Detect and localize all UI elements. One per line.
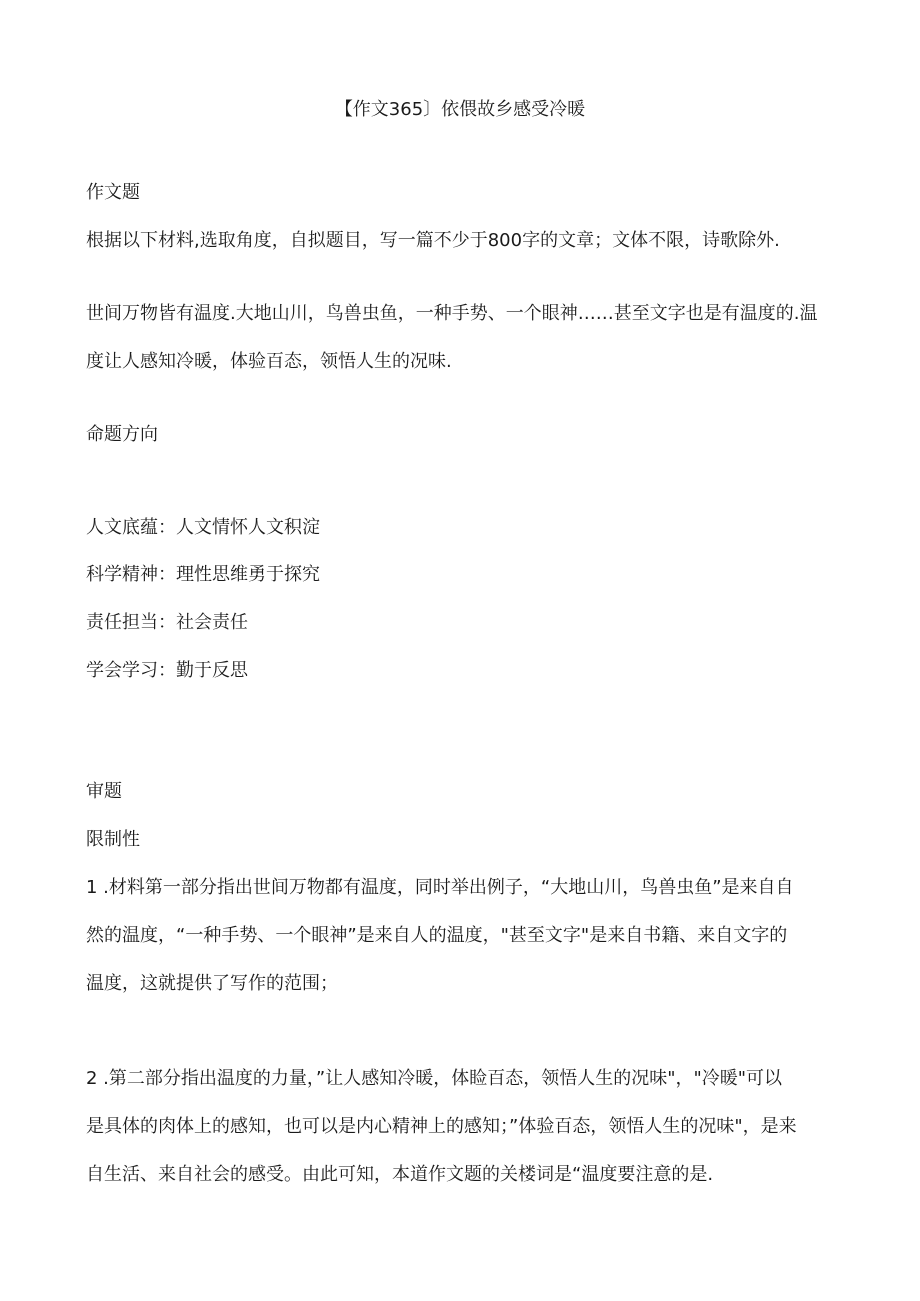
direction-item: 责任担当：社会责任 [86,612,248,633]
material-line: 世间万物皆有温度.大地山川，鸟兽虫鱼，一种手势、一个眼神……甚至文字也是有温度的.温 [86,303,818,324]
point2-line: 是具体的肉体上的感知，也可以是内心精神上的感知；”体验百态，领悟人生的况味"，是来 [86,1116,797,1137]
limit-heading: 限制性 [86,829,140,850]
review-heading: 审题 [86,781,122,802]
document-title: 【作文365〕依偎故乡感受冷暖 [334,99,586,120]
point1-line: 温度，这就提供了写作的范围； [86,973,338,994]
point2-line: 2 .第二部分指出温度的力量，”让人感知冷暖，体睑百态，领悟人生的况味"，"冷暖"可以 [86,1068,783,1089]
point1-line: 然的温度，“一种手势、一个眼神”是来自人的温度，"甚至文字"是来自书籍、来自文字的 [86,925,788,946]
material-line: 度让人感知冷暖，体验百态，领悟人生的况味. [86,351,452,372]
point1-line: 1 .材料第一部分指出世间万物都有温度，同时举出例子，“大地山川，鸟兽虫鱼”是来自自 [86,877,794,898]
direction-item: 学会学习：勤于反思 [86,660,248,681]
point2-line: 自生活、来自社会的感受。由此可知，本道作文题的关楼词是“温度要注意的是. [86,1164,714,1185]
prompt-heading: 作文题 [86,182,140,203]
prompt-instruction: 根据以下材料,选取角度，自拟题目，写一篇不少于800字的文章；文体不限，诗歌除外. [86,230,780,251]
direction-item: 人文底蕴：人文情怀人文积淀 [86,517,320,538]
direction-heading: 命题方向 [86,424,158,445]
direction-item: 科学精神：理性思维勇于探究 [86,564,320,585]
